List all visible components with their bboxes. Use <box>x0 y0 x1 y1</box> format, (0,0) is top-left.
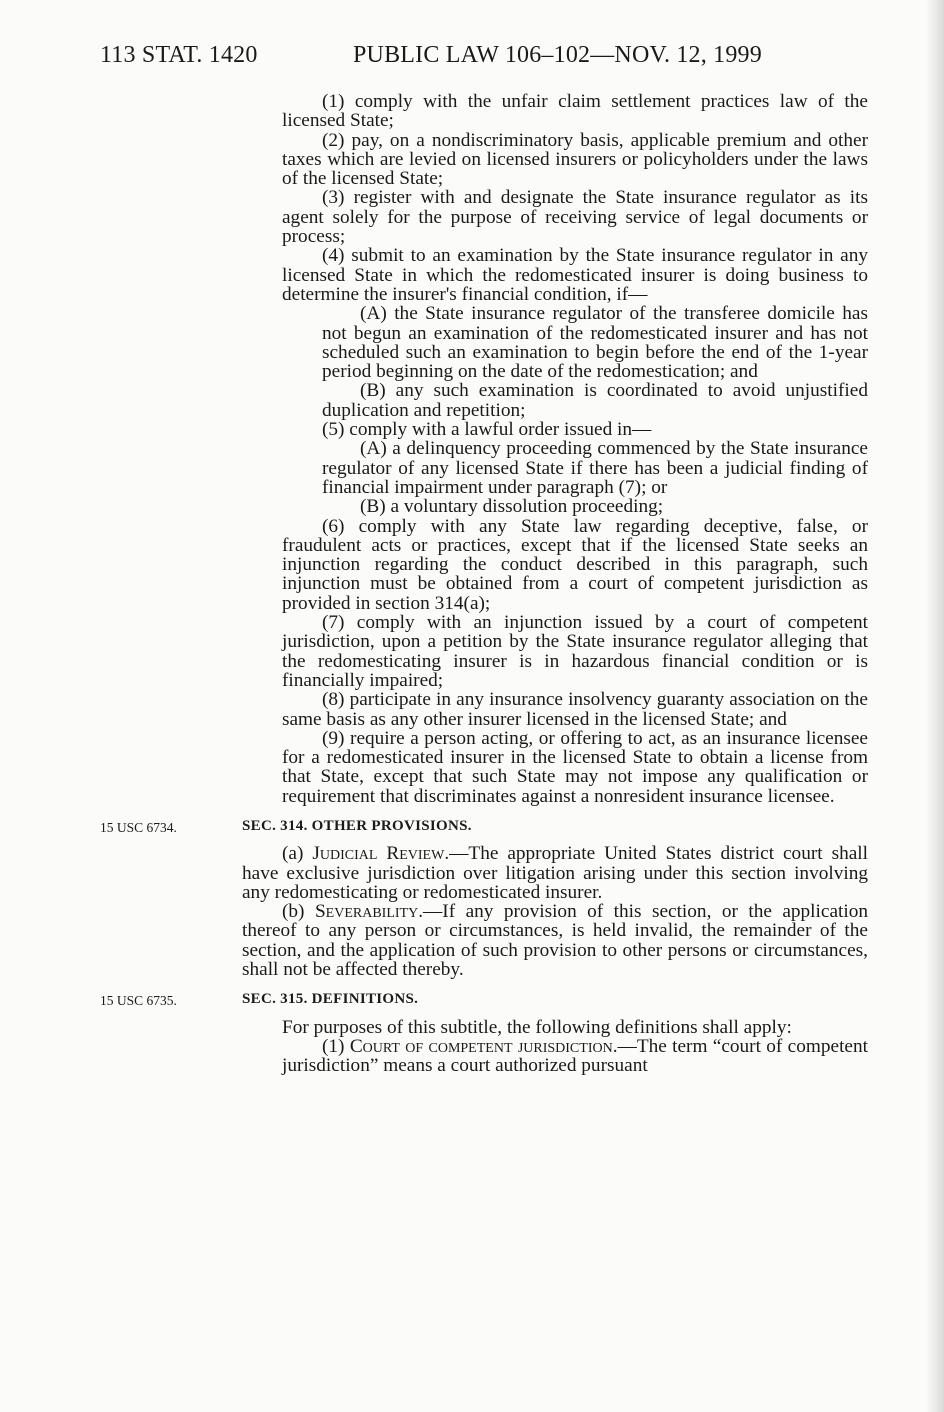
subparagraph: (A) the State insurance regulator of the transferee domicile has not begun an examination of the redomesticated insurer and has not scheduled such an examination to begin before the end of the 1-year period beginning on the date of the redomestication; and <box>322 303 868 383</box>
subparagraph: (A) a delinquency proceeding commenced by the State insurance regulator of any licensed State if there has been a judicial finding of financial impairment under paragraph (7); or <box>322 438 868 498</box>
paragraph: (7) comply with an injunction issued by a court of competent jurisdiction, upon a petition by the State insurance regulator alleging that the redomesticating insurer is in hazardous financial condition or is financially impaired; <box>282 612 868 691</box>
definition-term: Court of competent jurisdiction <box>349 1035 613 1057</box>
subsection-b: (b) Severability.—If any provision of this section, or the application thereof to any person or circumstances, is held invalid, the remainder of the section, and the application of such provision to other persons or circumstances, shall not be affected thereby. <box>242 901 868 981</box>
paragraph: (4) submit to an examination by the State insurance regulator in any licensed State in which the redomesticated insurer is doing business to determine the insurer's financial condition, if— <box>282 245 868 305</box>
paragraph: (2) pay, on a nondiscriminatory basis, applicable premium and other taxes which are levied on licensed insurers or policyholders under the laws of the licensed State; <box>282 129 868 190</box>
subsection-a: (a) Judicial Review.—The appropriate United States district court shall have exclusive jurisdiction over litigation arising under this section involving any redomesticating or redomesticated insurer. <box>242 843 868 903</box>
definition-1: (1) Court of competent jurisdiction.—The term “court of competent jurisdiction” means a court authorized pursuant <box>282 1035 868 1077</box>
section-title: SEC. 314. OTHER PROVISIONS. <box>242 817 472 834</box>
statute-reference: 113 STAT. 1420 <box>100 42 258 68</box>
running-header <box>100 42 880 78</box>
paragraph: (8) participate in any insurance insolvency guaranty association on the same basis as any other insurer licensed in the licensed State; and <box>282 689 868 730</box>
section-315-heading <box>100 990 868 1009</box>
paragraph: (6) comply with any State law regarding deceptive, false, or fraudulent acts or practices, except that if the licensed State seeks an injunction regarding the conduct described in this paragraph, such injunction must be obtained from a court of competent jurisdiction as provided in section 314(a); <box>282 515 868 614</box>
paragraph: (9) require a person acting, or offering to act, as an insurance licensee for a redomesticated insurer in the licensed State to obtain a license from that State, except that such State may not impose any qualification or requirement that discriminates against a nonresident insurance licensee. <box>282 727 868 807</box>
subparagraph: (B) any such examination is coordinated to avoid unjustified duplication and repetition; <box>322 380 868 421</box>
usc-margin-note: 15 USC 6735. <box>100 993 177 1009</box>
page-edge-shadow <box>926 0 944 1412</box>
section-title: SEC. 315. DEFINITIONS. <box>242 991 419 1008</box>
paragraph: (3) register with and designate the State insurance regulator as its agent solely for the purpose of receiving service of legal documents or process; <box>282 187 868 248</box>
public-law-reference: PUBLIC LAW 106–102—NOV. 12, 1999 <box>353 42 762 68</box>
section-314-heading <box>100 817 868 836</box>
paragraph: (1) comply with the unfair claim settlement practices law of the licensed State; <box>282 91 868 132</box>
subparagraph: (B) a voluntary dissolution proceeding; <box>360 496 664 518</box>
usc-margin-note: 15 USC 6734. <box>100 819 177 835</box>
subsection-caption: Severability <box>314 901 419 923</box>
definitions-intro: For purposes of this subtitle, the following definitions shall apply: <box>282 1016 792 1038</box>
subsection-caption: Judicial Review <box>312 843 445 865</box>
section-313-paragraphs <box>242 92 868 806</box>
paragraph: (5) comply with a lawful order issued in— <box>322 419 652 441</box>
body-text <box>100 91 868 1077</box>
